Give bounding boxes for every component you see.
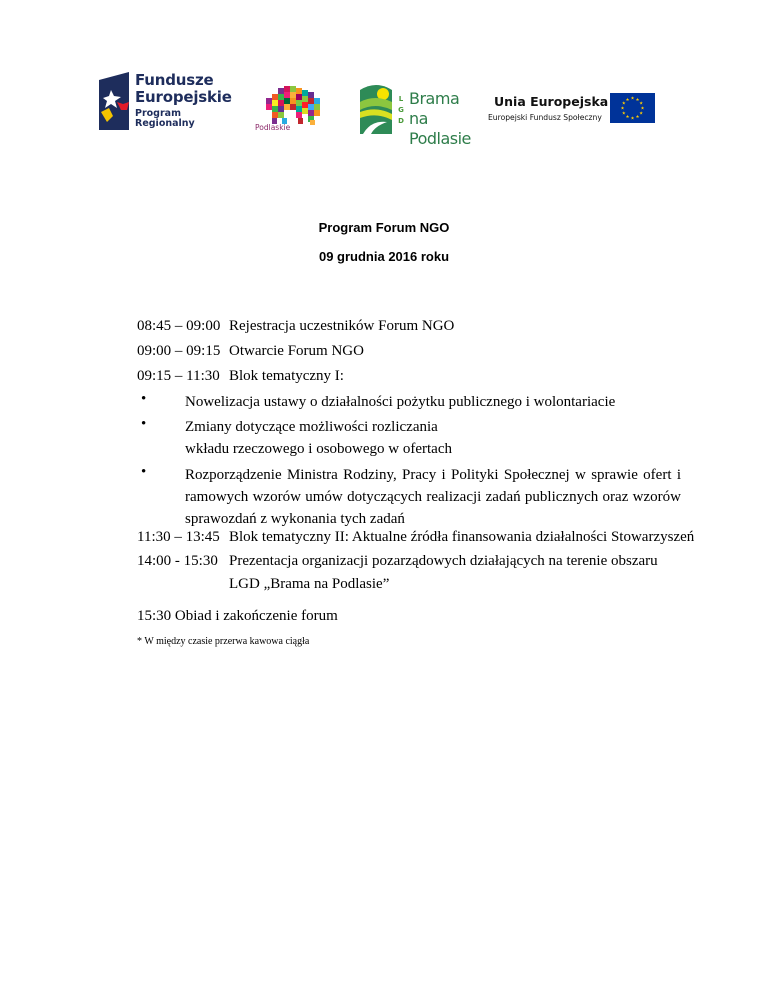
schedule-time: 11:30 – 13:45 [137, 529, 220, 545]
schedule-row [137, 553, 658, 570]
schedule-time: 14:00 - 15:30 [137, 553, 218, 569]
svg-text:★: ★ [621, 101, 626, 107]
fundusze-star-icon [97, 72, 135, 130]
schedule-text: Prezentacja organizacji pozarządowych działających na terenie obszaru [229, 553, 658, 569]
footnote: * W między czasie przerwa kawowa ciągła [137, 636, 310, 647]
svg-text:★: ★ [635, 97, 640, 103]
lgd-letter: D [398, 117, 404, 125]
topic-text: Zmiany dotyczące możliwości rozliczania wkładu rzeczowego i osobowego w ofertach [185, 419, 452, 457]
lgd-letter: G [398, 106, 404, 114]
schedule-text: Otwarcie Forum NGO [229, 343, 364, 359]
schedule-row [137, 318, 454, 335]
svg-text:★: ★ [640, 106, 645, 112]
schedule-time: 09:00 – 09:15 [137, 343, 221, 359]
bison-mosaic-icon [252, 84, 332, 126]
svg-text:★: ★ [639, 111, 644, 117]
svg-text:★: ★ [625, 97, 630, 103]
svg-text:★: ★ [635, 115, 640, 121]
brama-na-podlasie-logo [357, 80, 472, 148]
brama-title: Brama na [409, 89, 460, 128]
schedule-text: Blok tematyczny I: [229, 368, 344, 384]
lgd-letter: L [398, 95, 404, 103]
lgd-letters [397, 94, 405, 127]
podlaskie-label: Podlaskie [255, 123, 291, 132]
svg-text:★: ★ [639, 101, 644, 107]
fundusze-title: Fundusze [135, 71, 214, 89]
closing-line: 15:30 Obiad i zakończenie forum [137, 608, 338, 624]
program-date: 09 grudnia 2016 roku [318, 249, 450, 264]
schedule-row [137, 529, 694, 546]
schedule-text: Rejestracja uczestników Forum NGO [229, 318, 455, 334]
podlaskie-logo [252, 84, 332, 136]
eu-flag-icon [610, 93, 655, 123]
schedule-text: Blok tematyczny II: Aktualne źródła finansowania działalności Stowarzyszeń [229, 529, 695, 545]
logo-bar [0, 0, 768, 150]
svg-text:★: ★ [620, 106, 625, 112]
topic-text: Rozporządzenie Ministra Rodziny, Pracy i Polityki Społecznej w sprawie ofert i ramowych wzorów umów dotyczących realizacji zadań publicznych oraz wzorów sprawozdań z wykonania tych zadań [185, 467, 681, 527]
bullet-icon: • [141, 464, 147, 480]
schedule-time: 08:45 – 09:00 [137, 318, 221, 334]
schedule-row [137, 343, 364, 360]
schedule-row [137, 368, 344, 385]
schedule-time: 09:15 – 11:30 [137, 368, 220, 384]
program-title: Program Forum NGO [318, 220, 450, 235]
unia-europejska-title: Unia Europejska [494, 94, 609, 109]
europejskie-title: Europejskie [135, 88, 232, 106]
topic-text: Nowelizacja ustawy o działalności pożytku publicznego i wolontariacie [185, 394, 616, 410]
unia-europejska-logo [486, 90, 664, 130]
bullet-icon: • [141, 391, 147, 407]
efs-label: Europejski Fundusz Społeczny [488, 113, 602, 122]
program-regionalny-label: Program Regionalny [135, 108, 195, 129]
svg-text:★: ★ [625, 115, 630, 121]
svg-text:★: ★ [621, 111, 626, 117]
fundusze-europejskie-logo [97, 72, 237, 130]
landscape-icon [357, 80, 395, 136]
schedule-text-continued: LGD „Brama na Podlasie” [229, 576, 390, 592]
bullet-icon: • [141, 416, 147, 432]
podlasie-title: Podlasie [409, 129, 471, 148]
svg-text:★: ★ [630, 96, 635, 102]
svg-text:★: ★ [630, 116, 635, 122]
